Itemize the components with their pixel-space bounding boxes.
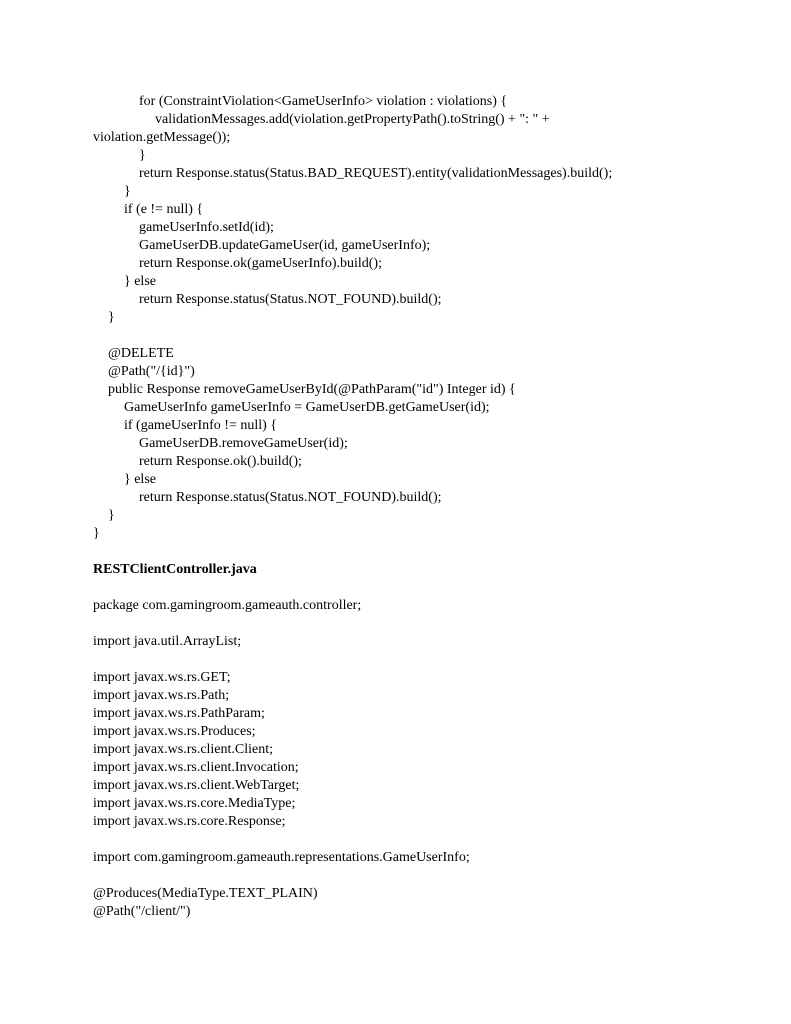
code-line: import javax.ws.rs.client.Invocation; bbox=[93, 760, 299, 775]
code-line: } bbox=[93, 526, 100, 541]
code-line: GameUserInfo gameUserInfo = GameUserDB.getGameUser(id); bbox=[124, 400, 490, 415]
code-line: package com.gamingroom.gameauth.controller; bbox=[93, 598, 362, 613]
code-line: return Response.status(Status.NOT_FOUND).build(); bbox=[139, 490, 442, 505]
code-line: } else bbox=[124, 274, 156, 289]
code-line: validationMessages.add(violation.getPropertyPath().toString() + ": " + bbox=[155, 112, 550, 127]
code-line: import javax.ws.rs.core.MediaType; bbox=[93, 796, 296, 811]
file-heading: RESTClientController.java bbox=[93, 562, 257, 577]
code-line: import javax.ws.rs.GET; bbox=[93, 670, 231, 685]
code-line: for (ConstraintViolation<GameUserInfo> violation : violations) { bbox=[139, 94, 508, 109]
code-line: } bbox=[108, 508, 115, 523]
code-line: if (e != null) { bbox=[124, 202, 204, 217]
code-line: import javax.ws.rs.Path; bbox=[93, 688, 230, 703]
code-line: import com.gamingroom.gameauth.representations.GameUserInfo; bbox=[93, 850, 470, 865]
code-line: return Response.ok(gameUserInfo).build(); bbox=[139, 256, 382, 271]
code-line: } bbox=[139, 148, 146, 163]
code-line: import javax.ws.rs.core.Response; bbox=[93, 814, 286, 829]
code-line: @Path("/{id}") bbox=[108, 364, 195, 379]
code-line: return Response.status(Status.NOT_FOUND).build(); bbox=[139, 292, 442, 307]
code-line: GameUserDB.removeGameUser(id); bbox=[139, 436, 348, 451]
code-line: import javax.ws.rs.client.Client; bbox=[93, 742, 274, 757]
code-line: import java.util.ArrayList; bbox=[93, 634, 242, 649]
code-line: @Produces(MediaType.TEXT_PLAIN) bbox=[93, 886, 318, 901]
code-line: } bbox=[108, 310, 115, 325]
code-line: import javax.ws.rs.PathParam; bbox=[93, 706, 265, 721]
code-line: return Response.status(Status.BAD_REQUEST).entity(validationMessages).build(); bbox=[139, 166, 613, 181]
code-line: if (gameUserInfo != null) { bbox=[124, 418, 278, 433]
code-line: @DELETE bbox=[108, 346, 174, 361]
code-line: @Path("/client/") bbox=[93, 904, 191, 919]
code-line: return Response.ok().build(); bbox=[139, 454, 302, 469]
code-line: GameUserDB.updateGameUser(id, gameUserInfo); bbox=[139, 238, 431, 253]
code-line: gameUserInfo.setId(id); bbox=[139, 220, 274, 235]
code-line: public Response removeGameUserById(@PathParam("id") Integer id) { bbox=[108, 382, 516, 397]
code-line: } bbox=[124, 184, 131, 199]
code-line: import javax.ws.rs.Produces; bbox=[93, 724, 256, 739]
code-line: } else bbox=[124, 472, 156, 487]
code-line: import javax.ws.rs.client.WebTarget; bbox=[93, 778, 300, 793]
code-line: violation.getMessage()); bbox=[93, 130, 231, 145]
